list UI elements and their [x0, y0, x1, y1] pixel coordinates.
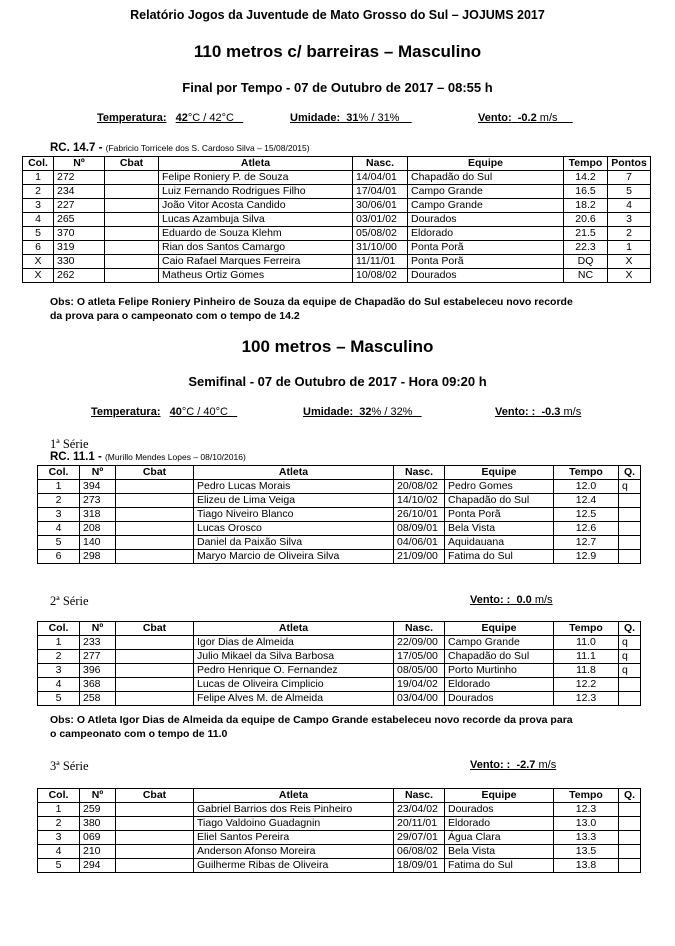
cell-team: Campo Grande — [408, 185, 564, 199]
table-row — [38, 550, 641, 564]
header-time: Tempo — [554, 466, 619, 480]
cell-time: NC — [564, 269, 608, 283]
cell-cbat — [116, 664, 194, 678]
cell-birth: 20/11/01 — [394, 817, 445, 831]
table-row — [38, 817, 641, 831]
cell-time: 13.3 — [554, 831, 619, 845]
cell-points — [619, 817, 641, 831]
event1-table-body — [23, 171, 651, 283]
table-row — [38, 536, 641, 550]
series3-wind: Vento: : -2.7 m/s — [470, 759, 557, 771]
header-points: Pontos — [608, 157, 651, 171]
cell-col: 1 — [38, 803, 80, 817]
cell-col: 1 — [38, 636, 80, 650]
cell-birth: 21/09/00 — [394, 550, 445, 564]
header-team: Equipe — [445, 466, 554, 480]
cell-cbat — [116, 803, 194, 817]
series3-results-table — [37, 788, 641, 873]
cell-athlete: Felipe Roniery P. de Souza — [159, 171, 353, 185]
cell-cbat — [116, 522, 194, 536]
cell-num: 258 — [80, 692, 116, 706]
cell-points: q — [619, 664, 641, 678]
cell-cbat — [116, 692, 194, 706]
cell-birth: 14/04/01 — [353, 171, 408, 185]
cell-col: 5 — [38, 536, 80, 550]
cell-team: Fatima do Sul — [445, 859, 554, 873]
header-num: Nº — [80, 466, 116, 480]
header-team: Equipe — [408, 157, 564, 171]
cell-birth: 18/09/01 — [394, 859, 445, 873]
event1-obs-line2: da prova para o campeonato com o tempo de 14.2 — [50, 310, 300, 322]
cell-birth: 26/10/01 — [394, 508, 445, 522]
header-cbat: Cbat — [105, 157, 159, 171]
cell-num: 210 — [80, 845, 116, 859]
table-row — [23, 185, 651, 199]
cell-team: Dourados — [408, 269, 564, 283]
cell-cbat — [116, 831, 194, 845]
cell-athlete: Igor Dias de Almeida — [194, 636, 394, 650]
cell-birth: 23/04/02 — [394, 803, 445, 817]
cell-num: 234 — [54, 185, 105, 199]
cell-cbat — [105, 227, 159, 241]
cell-num: 318 — [80, 508, 116, 522]
cell-birth: 20/08/02 — [394, 480, 445, 494]
series2-obs-line1: Obs: O Atleta Igor Dias de Almeida da equipe de Campo Grande estabeleceu novo recorde da prova para — [50, 714, 573, 726]
cell-cbat — [105, 213, 159, 227]
cell-time: 11.1 — [554, 650, 619, 664]
header-points: Q. — [619, 789, 641, 803]
cell-athlete: Matheus Ortiz Gomes — [159, 269, 353, 283]
cell-num: 140 — [80, 536, 116, 550]
table-row — [38, 692, 641, 706]
cell-num: 380 — [80, 817, 116, 831]
event1-record: RC. 14.7 - (Fabricio Torricele dos S. Cardoso Silva – 15/08/2015) — [50, 142, 310, 154]
cell-time: 13.5 — [554, 845, 619, 859]
cell-cbat — [116, 859, 194, 873]
cell-cbat — [105, 185, 159, 199]
cell-points: 1 — [608, 241, 651, 255]
table-row — [23, 241, 651, 255]
cell-cbat — [116, 817, 194, 831]
cell-cbat — [116, 678, 194, 692]
cell-athlete: Elizeu de Lima Veiga — [194, 494, 394, 508]
cell-birth: 31/10/00 — [353, 241, 408, 255]
cell-team: Água Clara — [445, 831, 554, 845]
cell-num: 272 — [54, 171, 105, 185]
cell-team: Campo Grande — [408, 199, 564, 213]
series2-obs — [50, 713, 573, 741]
cell-col: 6 — [23, 241, 54, 255]
cell-team: Aquidauana — [445, 536, 554, 550]
table-row — [38, 522, 641, 536]
series1-results-table — [37, 465, 641, 564]
cell-points — [619, 845, 641, 859]
header-birth: Nasc. — [394, 466, 445, 480]
cell-team: Dourados — [445, 803, 554, 817]
cell-col: 2 — [38, 650, 80, 664]
cell-cbat — [116, 536, 194, 550]
cell-num: 294 — [80, 859, 116, 873]
cell-athlete: Maryo Marcio de Oliveira Silva — [194, 550, 394, 564]
cell-points: X — [608, 269, 651, 283]
cell-time: 14.2 — [564, 171, 608, 185]
header-athlete: Atleta — [194, 622, 394, 636]
cell-team: Campo Grande — [445, 636, 554, 650]
cell-time: 11.0 — [554, 636, 619, 650]
cell-col: 6 — [38, 550, 80, 564]
table-row — [23, 171, 651, 185]
cell-time: 12.3 — [554, 803, 619, 817]
cell-points — [619, 859, 641, 873]
series2-label: 2ª Série — [50, 594, 89, 608]
cell-points: 7 — [608, 171, 651, 185]
cell-points — [619, 508, 641, 522]
cell-athlete: Gabriel Barrios dos Reis Pinheiro — [194, 803, 394, 817]
cell-col: 4 — [38, 522, 80, 536]
cell-col: 1 — [38, 480, 80, 494]
cell-col: 2 — [38, 817, 80, 831]
cell-col: 3 — [38, 831, 80, 845]
cell-team: Bela Vista — [445, 845, 554, 859]
cell-athlete: Pedro Henrique O. Fernandez — [194, 664, 394, 678]
cell-num: 368 — [80, 678, 116, 692]
cell-cbat — [116, 508, 194, 522]
series2-results-table — [37, 621, 641, 706]
cell-num: 259 — [80, 803, 116, 817]
cell-points: 5 — [608, 185, 651, 199]
cell-team: Ponta Porã — [408, 241, 564, 255]
header-col: Col. — [38, 789, 80, 803]
cell-athlete: Daniel da Paixão Silva — [194, 536, 394, 550]
cell-num: 319 — [54, 241, 105, 255]
cell-num: 277 — [80, 650, 116, 664]
cell-cbat — [105, 255, 159, 269]
cell-col: 3 — [38, 664, 80, 678]
header-cbat: Cbat — [116, 622, 194, 636]
cell-birth: 08/09/01 — [394, 522, 445, 536]
cell-athlete: Felipe Alves M. de Almeida — [194, 692, 394, 706]
table-row — [23, 199, 651, 213]
series1-table-header — [38, 466, 641, 480]
event1-temperature: Temperatura: 42°C / 42°C — [97, 112, 234, 124]
event1-table-header — [23, 157, 651, 171]
cell-athlete: Anderson Afonso Moreira — [194, 845, 394, 859]
cell-athlete: Rian dos Santos Camargo — [159, 241, 353, 255]
cell-birth: 06/08/02 — [394, 845, 445, 859]
cell-num: 262 — [54, 269, 105, 283]
cell-points — [619, 494, 641, 508]
event1-results-table — [22, 156, 651, 283]
cell-col: 4 — [38, 845, 80, 859]
cell-birth: 17/05/00 — [394, 650, 445, 664]
cell-cbat — [116, 480, 194, 494]
event1-subtitle: Final por Tempo - 07 de Outubro de 2017 – 08:55 h — [182, 80, 493, 95]
cell-time: 22.3 — [564, 241, 608, 255]
cell-athlete: Guilherme Ribas de Oliveira — [194, 859, 394, 873]
report-title: Relatório Jogos da Juventude de Mato Grosso do Sul – JOJUMS 2017 — [130, 8, 545, 22]
cell-cbat — [116, 550, 194, 564]
table-row — [23, 269, 651, 283]
table-row — [38, 845, 641, 859]
cell-athlete: Lucas Orosco — [194, 522, 394, 536]
cell-team: Fatima do Sul — [445, 550, 554, 564]
cell-col: 5 — [38, 859, 80, 873]
cell-team: Dourados — [445, 692, 554, 706]
cell-col: 4 — [38, 678, 80, 692]
series1-record: RC. 11.1 - (Murillo Mendes Lopes – 08/10/2016) — [50, 451, 246, 463]
cell-team: Ponta Porã — [445, 508, 554, 522]
cell-athlete: Tiago Valdoino Guadagnin — [194, 817, 394, 831]
cell-points: q — [619, 480, 641, 494]
cell-birth: 04/06/01 — [394, 536, 445, 550]
cell-birth: 30/06/01 — [353, 199, 408, 213]
header-num: Nº — [54, 157, 105, 171]
event2-wind: Vento: : -0.3 m/s — [495, 406, 582, 418]
cell-team: Ponta Porã — [408, 255, 564, 269]
header-athlete: Atleta — [159, 157, 353, 171]
cell-points — [619, 550, 641, 564]
header-athlete: Atleta — [194, 789, 394, 803]
header-col: Col. — [38, 622, 80, 636]
table-row — [38, 636, 641, 650]
cell-col: 5 — [38, 692, 80, 706]
cell-num: 330 — [54, 255, 105, 269]
header-birth: Nasc. — [353, 157, 408, 171]
cell-cbat — [116, 845, 194, 859]
cell-birth: 19/04/02 — [394, 678, 445, 692]
cell-birth: 14/10/02 — [394, 494, 445, 508]
cell-athlete: Tiago Niveiro Blanco — [194, 508, 394, 522]
header-points: Q. — [619, 622, 641, 636]
header-cbat: Cbat — [116, 789, 194, 803]
cell-time: 11.8 — [554, 664, 619, 678]
cell-athlete: Eliel Santos Pereira — [194, 831, 394, 845]
cell-col: 3 — [23, 199, 54, 213]
cell-points: q — [619, 636, 641, 650]
event2-subtitle: Semifinal - 07 de Outubro de 2017 - Hora 09:20 h — [188, 374, 487, 389]
cell-athlete: Lucas Azambuja Silva — [159, 213, 353, 227]
header-birth: Nasc. — [394, 622, 445, 636]
cell-time: 12.6 — [554, 522, 619, 536]
series3-table-body — [38, 803, 641, 873]
cell-points: q — [619, 650, 641, 664]
table-row — [38, 803, 641, 817]
cell-points — [619, 831, 641, 845]
cell-team: Eldorado — [445, 817, 554, 831]
table-row — [38, 831, 641, 845]
cell-points — [619, 692, 641, 706]
cell-athlete: Luiz Fernando Rodrigues Filho — [159, 185, 353, 199]
header-num: Nº — [80, 622, 116, 636]
event1-humidity: Umidade: 31% / 31% — [290, 112, 400, 124]
series3-label: 3ª Série — [50, 759, 89, 773]
cell-birth: 10/08/02 — [353, 269, 408, 283]
cell-col: 2 — [38, 494, 80, 508]
cell-time: DQ — [564, 255, 608, 269]
header-col: Col. — [23, 157, 54, 171]
header-team: Equipe — [445, 789, 554, 803]
cell-team: Chapadão do Sul — [445, 494, 554, 508]
cell-points — [619, 536, 641, 550]
cell-team: Bela Vista — [445, 522, 554, 536]
header-athlete: Atleta — [194, 466, 394, 480]
event2-humidity: Umidade: 32% / 32% — [303, 406, 413, 418]
event1-obs — [50, 295, 573, 323]
cell-team: Eldorado — [445, 678, 554, 692]
cell-num: 394 — [80, 480, 116, 494]
cell-cbat — [105, 199, 159, 213]
cell-time: 12.5 — [554, 508, 619, 522]
header-cbat: Cbat — [116, 466, 194, 480]
cell-points: 4 — [608, 199, 651, 213]
table-row — [38, 859, 641, 873]
cell-birth: 03/01/02 — [353, 213, 408, 227]
cell-cbat — [105, 241, 159, 255]
cell-points — [619, 678, 641, 692]
cell-team: Chapadão do Sul — [408, 171, 564, 185]
series2-table-header — [38, 622, 641, 636]
table-row — [38, 664, 641, 678]
cell-points: X — [608, 255, 651, 269]
cell-col: 4 — [23, 213, 54, 227]
cell-team: Pedro Gomes — [445, 480, 554, 494]
series2-table-body — [38, 636, 641, 706]
cell-num: 298 — [80, 550, 116, 564]
event1-obs-line1: Obs: O atleta Felipe Roniery Pinheiro de Souza da equipe de Chapadão do Sul estabeleceu novo recorde — [50, 296, 573, 308]
cell-num: 273 — [80, 494, 116, 508]
cell-time: 21.5 — [564, 227, 608, 241]
cell-num: 227 — [54, 199, 105, 213]
cell-time: 16.5 — [564, 185, 608, 199]
table-row — [23, 213, 651, 227]
event1-wind: Vento: -0.2 m/s — [478, 112, 558, 124]
table-row — [38, 494, 641, 508]
cell-athlete: Caio Rafael Marques Ferreira — [159, 255, 353, 269]
table-row — [38, 508, 641, 522]
table-row — [38, 650, 641, 664]
cell-time: 18.2 — [564, 199, 608, 213]
table-row — [23, 227, 651, 241]
cell-time: 12.9 — [554, 550, 619, 564]
series2-obs-line2: o campeonato com o tempo de 11.0 — [50, 728, 228, 740]
cell-col: X — [23, 255, 54, 269]
event2-temperature: Temperatura: 40°C / 40°C — [91, 406, 228, 418]
cell-cbat — [105, 171, 159, 185]
cell-num: 396 — [80, 664, 116, 678]
table-row — [38, 678, 641, 692]
cell-birth: 11/11/01 — [353, 255, 408, 269]
header-time: Tempo — [564, 157, 608, 171]
header-time: Tempo — [554, 622, 619, 636]
cell-team: Porto Murtinho — [445, 664, 554, 678]
cell-birth: 17/04/01 — [353, 185, 408, 199]
cell-num: 233 — [80, 636, 116, 650]
cell-team: Chapadão do Sul — [445, 650, 554, 664]
event1-title: 110 metros c/ barreiras – Masculino — [193, 42, 482, 61]
cell-athlete: Julio Mikael da Silva Barbosa — [194, 650, 394, 664]
cell-points: 3 — [608, 213, 651, 227]
cell-points — [619, 522, 641, 536]
table-row — [23, 255, 651, 269]
event2-title: 100 metros – Masculino — [241, 337, 434, 356]
cell-col: 1 — [23, 171, 54, 185]
cell-num: 265 — [54, 213, 105, 227]
cell-time: 20.6 — [564, 213, 608, 227]
cell-num: 069 — [80, 831, 116, 845]
cell-athlete: Lucas de Oliveira Cimplicio — [194, 678, 394, 692]
cell-col: 2 — [23, 185, 54, 199]
cell-cbat — [116, 494, 194, 508]
header-time: Tempo — [554, 789, 619, 803]
cell-athlete: Pedro Lucas Morais — [194, 480, 394, 494]
series2-wind: Vento: : 0.0 m/s — [470, 594, 553, 606]
cell-time: 12.3 — [554, 692, 619, 706]
cell-num: 208 — [80, 522, 116, 536]
header-birth: Nasc. — [394, 789, 445, 803]
cell-col: X — [23, 269, 54, 283]
cell-athlete: Eduardo de Souza Klehm — [159, 227, 353, 241]
cell-team: Eldorado — [408, 227, 564, 241]
cell-col: 3 — [38, 508, 80, 522]
cell-time: 13.8 — [554, 859, 619, 873]
cell-birth: 03/04/00 — [394, 692, 445, 706]
cell-time: 12.7 — [554, 536, 619, 550]
cell-birth: 22/09/00 — [394, 636, 445, 650]
cell-birth: 29/07/01 — [394, 831, 445, 845]
series1-label: 1ª Série — [50, 437, 89, 451]
cell-birth: 05/08/02 — [353, 227, 408, 241]
cell-athlete: João Vitor Acosta Candido — [159, 199, 353, 213]
cell-cbat — [116, 636, 194, 650]
header-team: Equipe — [445, 622, 554, 636]
table-row — [38, 480, 641, 494]
cell-cbat — [105, 269, 159, 283]
cell-time: 13.0 — [554, 817, 619, 831]
cell-time: 12.0 — [554, 480, 619, 494]
cell-cbat — [116, 650, 194, 664]
cell-time: 12.4 — [554, 494, 619, 508]
series3-table-header — [38, 789, 641, 803]
cell-points — [619, 803, 641, 817]
cell-points: 2 — [608, 227, 651, 241]
series1-table-body — [38, 480, 641, 564]
cell-birth: 08/05/00 — [394, 664, 445, 678]
cell-col: 5 — [23, 227, 54, 241]
header-points: Q. — [619, 466, 641, 480]
cell-team: Dourados — [408, 213, 564, 227]
header-num: Nº — [80, 789, 116, 803]
cell-num: 370 — [54, 227, 105, 241]
header-col: Col. — [38, 466, 80, 480]
cell-time: 12.2 — [554, 678, 619, 692]
